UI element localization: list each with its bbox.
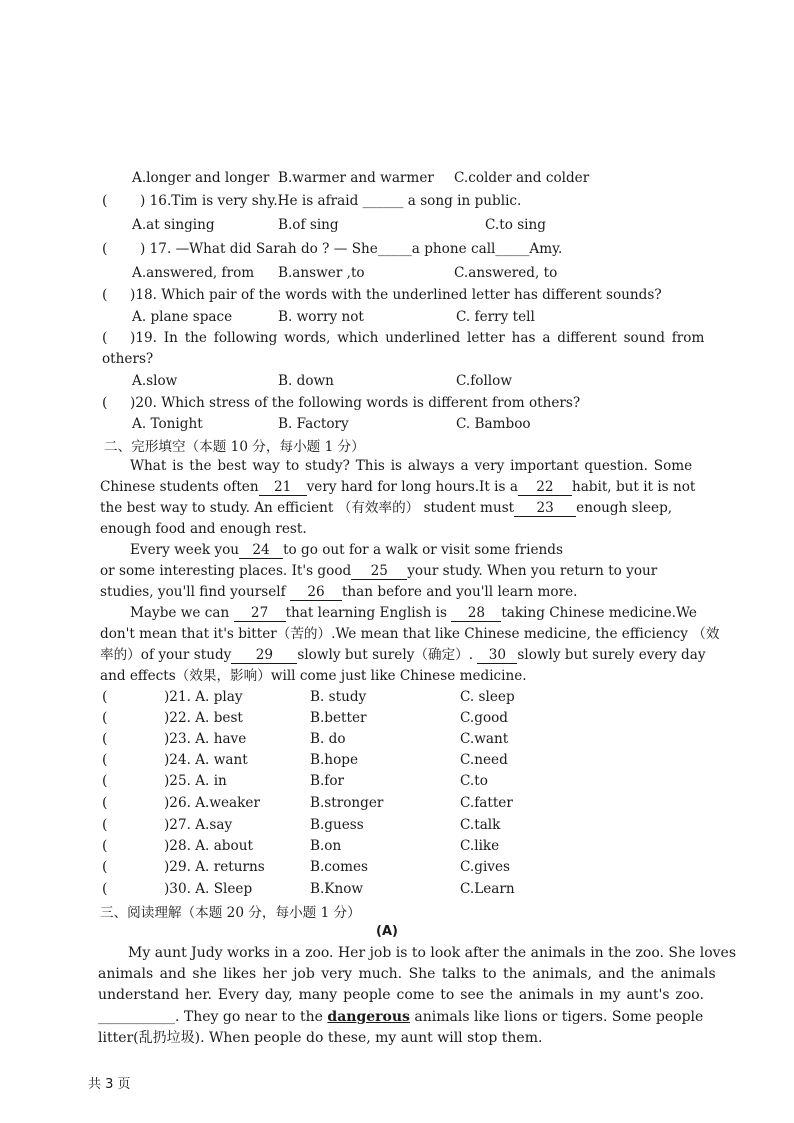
q15-option-a: A.longer and longer (132, 170, 270, 186)
q20-stem: )20. Which stress of the following words is different from others? (130, 395, 581, 411)
q17-stem: ) 17. —What did Sarah do ? — She_____a phone call_____Amy. (140, 241, 563, 257)
q16-blank: ______ (362, 193, 404, 209)
cloze-option-c: C.want (460, 731, 509, 747)
q17-blank-2: _____ (495, 241, 530, 257)
cloze-option-b: B.stronger (310, 795, 384, 811)
q18-stem: )18. Which pair of the words with the underlined letter has different sounds? (130, 287, 662, 303)
q20-option-a: A. Tonight (132, 416, 203, 432)
q16-option-c: C.to sing (485, 217, 546, 233)
cloze-line-7: studies, you'll find yourself 26 than before and you'll learn more. (100, 584, 578, 600)
q18-option-a: A. plane space (132, 309, 233, 325)
cloze-option-c: C.need (460, 752, 508, 768)
reading-blank: ___________ (98, 1009, 175, 1025)
cloze-option-c: C.to (460, 773, 488, 789)
cloze-paren: ( (102, 838, 108, 854)
blank-30: 30 (477, 647, 517, 664)
cloze-line-5: Every week you 24 to go out for a walk or visit some friends (130, 542, 563, 558)
blank-25: 25 (351, 563, 407, 580)
cloze-option-a: )25. A. in (164, 773, 227, 789)
cloze-line-1: What is the best way to study? This is always a very important question. Some (130, 458, 693, 474)
q17-option-a: A.answered, from (132, 265, 255, 281)
cloze-paren: ( (102, 817, 108, 833)
cloze-option-a: )23. A. have (164, 731, 247, 747)
blank-26: 26 (290, 584, 342, 601)
reading-line-5: litter(乱扔垃圾). When people do these, my aunt will stop them. (98, 1030, 543, 1046)
cloze-option-b: B. study (310, 689, 367, 705)
passage-a-label: (A) (376, 924, 398, 939)
q16-paren-open: ( (102, 193, 108, 209)
cloze-option-a: )30. A. Sleep (164, 881, 253, 897)
section-3-heading: 三、阅读理解（本题 20 分，每小题 1 分） (100, 905, 361, 921)
q19-stem: )19. In the following words, which underlined letter has a different sound from (130, 330, 705, 346)
blank-28: 28 (451, 605, 501, 622)
q17-option-c: C.answered, to (454, 265, 558, 281)
cloze-option-a: )28. A. about (164, 838, 253, 854)
q18-paren-open: ( (102, 287, 108, 303)
q19-paren-open: ( (102, 330, 108, 346)
cloze-paren: ( (102, 859, 108, 875)
cloze-option-b: B.Know (310, 881, 364, 897)
reading-line-3: understand her. Every day, many people come to see the animals in my aunt's zoo. (98, 987, 704, 1003)
cloze-line-9: don't mean that it's bitter（苦的）.We mean that like Chinese medicine, the efficiency （效 (100, 626, 720, 642)
cloze-option-b: B.guess (310, 817, 364, 833)
cloze-line-2: Chinese students often 21 very hard for long hours.It is a 22 habit, but it is not (100, 479, 696, 495)
reading-line-2: animals and she likes her job very much. She talks to the animals, and the animals (98, 966, 716, 982)
cloze-option-b: B.for (310, 773, 345, 789)
q15-option-c: C.colder and colder (454, 170, 590, 186)
blank-29: 29 (231, 647, 297, 664)
cloze-line-4: enough food and enough rest. (100, 521, 307, 537)
q17-paren-open: ( (102, 241, 108, 257)
cloze-paren: ( (102, 752, 108, 768)
cloze-line-8: Maybe we can 27 that learning English is 28 taking Chinese medicine.We (130, 605, 697, 621)
q18-option-c: C. ferry tell (456, 309, 535, 325)
underlined-word-dangerous: dangerous (327, 1009, 410, 1025)
cloze-option-c: C.like (460, 838, 500, 854)
reading-line-4: ___________. They go near to the dangerous animals like lions or tigers. Some people (98, 1009, 704, 1025)
q19-stem-2: others? (102, 351, 154, 367)
cloze-option-b: B.on (310, 838, 342, 854)
cloze-option-b: B.better (310, 710, 367, 726)
q19-option-a: A.slow (132, 373, 178, 389)
q17-blank-1: _____ (377, 241, 412, 257)
q16-option-b: B.of sing (278, 217, 339, 233)
cloze-paren: ( (102, 773, 108, 789)
q16-stem: ) 16.Tim is very shy.He is afraid ______ a song in public. (140, 193, 522, 209)
q20-option-b: B. Factory (278, 416, 349, 432)
cloze-option-c: C.good (460, 710, 509, 726)
blank-21: 21 (259, 479, 307, 496)
cloze-line-3: the best way to study. An efficient （有效率的） student must 23 enough sleep, (100, 500, 673, 516)
cloze-option-a: )26. A.weaker (164, 795, 260, 811)
cloze-option-a: )22. A. best (164, 710, 243, 726)
cloze-option-c: C.gives (460, 859, 510, 875)
blank-23: 23 (514, 500, 576, 517)
section-2-heading: 二、完形填空（本题 10 分，每小题 1 分） (104, 439, 365, 455)
cloze-paren: ( (102, 710, 108, 726)
q20-option-c: C. Bamboo (456, 416, 531, 432)
q15-option-b: B.warmer and warmer (278, 170, 434, 186)
cloze-option-c: C.fatter (460, 795, 513, 811)
cloze-line-10: 率的）of your study 29 slowly but surely（确定）. 30 slowly but surely every day (100, 647, 706, 663)
cloze-option-a: )24. A. want (164, 752, 248, 768)
cloze-line-6: or some interesting places. It's good 25 your study. When you return to your (100, 563, 658, 579)
q19-option-c: C.follow (456, 373, 512, 389)
q19-option-b: B. down (278, 373, 334, 389)
cloze-paren: ( (102, 731, 108, 747)
cloze-line-11: and effects（效果，影响）will come just like Chinese medicine. (100, 668, 527, 684)
cloze-option-b: B.hope (310, 752, 358, 768)
page-count-footer: 共 3 页 (88, 1077, 131, 1092)
q20-paren-open: ( (102, 395, 108, 411)
blank-22: 22 (518, 479, 572, 496)
cloze-paren: ( (102, 881, 108, 897)
blank-24: 24 (239, 542, 283, 559)
cloze-paren: ( (102, 795, 108, 811)
q16-option-a: A.at singing (132, 217, 215, 233)
cloze-option-a: )29. A. returns (164, 859, 265, 875)
cloze-option-a: )27. A.say (164, 817, 233, 833)
cloze-option-c: C.talk (460, 817, 501, 833)
cloze-option-c: C. sleep (460, 689, 515, 705)
cloze-paren: ( (102, 689, 108, 705)
q18-option-b: B. worry not (278, 309, 364, 325)
blank-27: 27 (234, 605, 286, 622)
cloze-option-b: B. do (310, 731, 346, 747)
cloze-option-b: B.comes (310, 859, 369, 875)
cloze-option-a: )21. A. play (164, 689, 243, 705)
reading-line-1: My aunt Judy works in a zoo. Her job is to look after the animals in the zoo. She loves (128, 945, 737, 961)
q17-option-b: B.answer ,to (278, 265, 365, 281)
cloze-option-c: C.Learn (460, 881, 515, 897)
